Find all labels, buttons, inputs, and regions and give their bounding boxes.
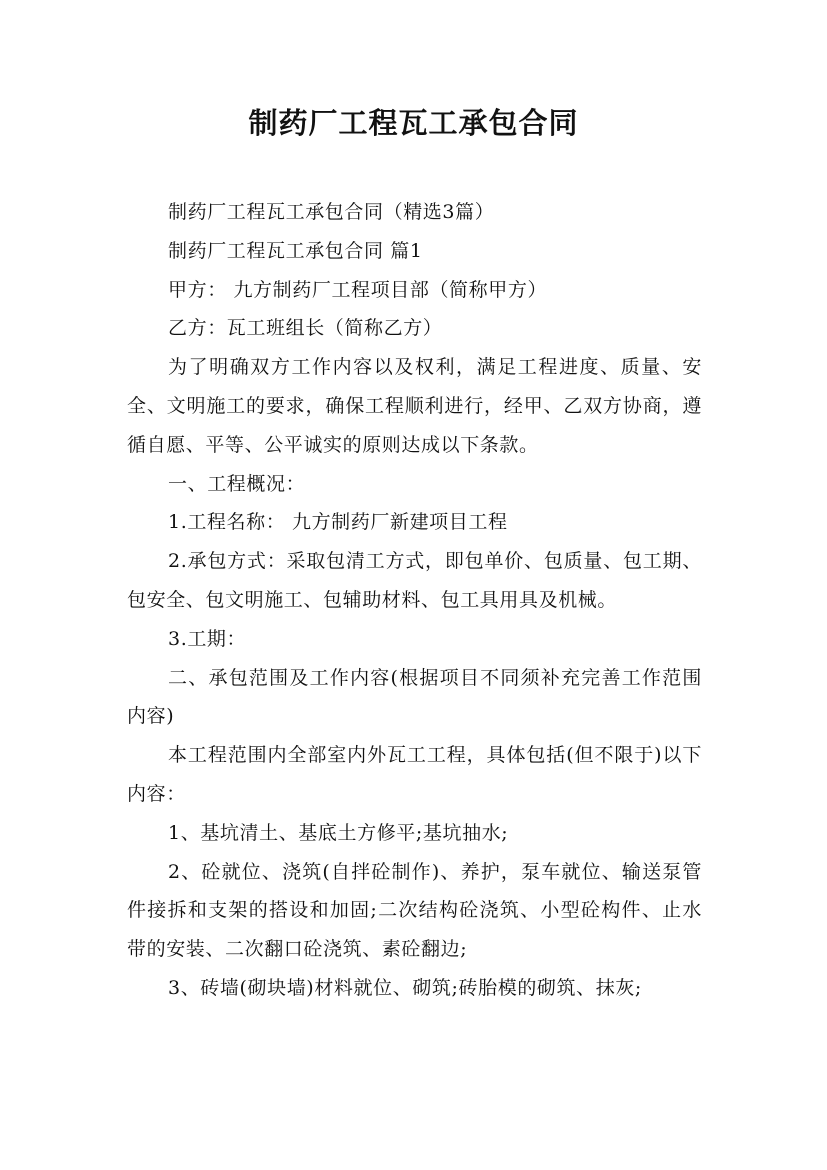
paragraph-scope-intro: 本工程范围内全部室内外瓦工工程，具体包括(但不限于)以下内容： [127, 744, 702, 805]
paragraph-scope-heading: 二、承包范围及工作内容(根据项目不同须补充完善工作范围内容) [127, 666, 702, 728]
paragraph-overview-heading: 一、工程概况： [168, 472, 306, 495]
paragraph-project-name: 1.工程名称： 九方制药厂新建项目工程 [168, 511, 508, 534]
paragraph-party-b: 乙方：瓦工班组长（简称乙方） [168, 317, 443, 340]
paragraph-preamble: 为了明确双方工作内容以及权利，满足工程进度、质量、安全、文明施工的要求，确保工程顺利进行，经甲、乙双方协商，遵循自愿、平等、公平诚实的原则达成以下条款。 [127, 356, 702, 456]
document-body [127, 193, 702, 1008]
paragraph-subtitle: 制药厂工程瓦工承包合同（精选3篇） [168, 201, 495, 223]
paragraph-item-3: 3、砖墙(砌块墙)材料就位、砌筑;砖胎模的砌筑、抹灰; [168, 976, 642, 999]
paragraph-item-2: 2、砼就位、浇筑(自拌砼制作)、养护，泵车就位、输送泵管件接拆和支架的搭设和加固;二次结构砼浇筑、小型砼构件、止水带的安装、二次翻口砼浇筑、素砼翻边; [127, 860, 702, 961]
document-title: 制药厂工程瓦工承包合同 [248, 106, 579, 140]
paragraph-item-1: 1、基坑清土、基底土方修平;基坑抽水; [168, 821, 509, 844]
paragraph-duration: 3.工期： [168, 627, 247, 650]
paragraph-contract-method: 2.承包方式：采取包清工方式，即包单价、包质量、包工期、包安全、包文明施工、包辅助材料、包工具用具及机械。 [127, 550, 702, 611]
paragraph-party-a: 甲方： 九方制药厂工程项目部（简称甲方） [168, 278, 548, 301]
paragraph-section-heading: 制药厂工程瓦工承包合同 篇1 [168, 239, 423, 262]
